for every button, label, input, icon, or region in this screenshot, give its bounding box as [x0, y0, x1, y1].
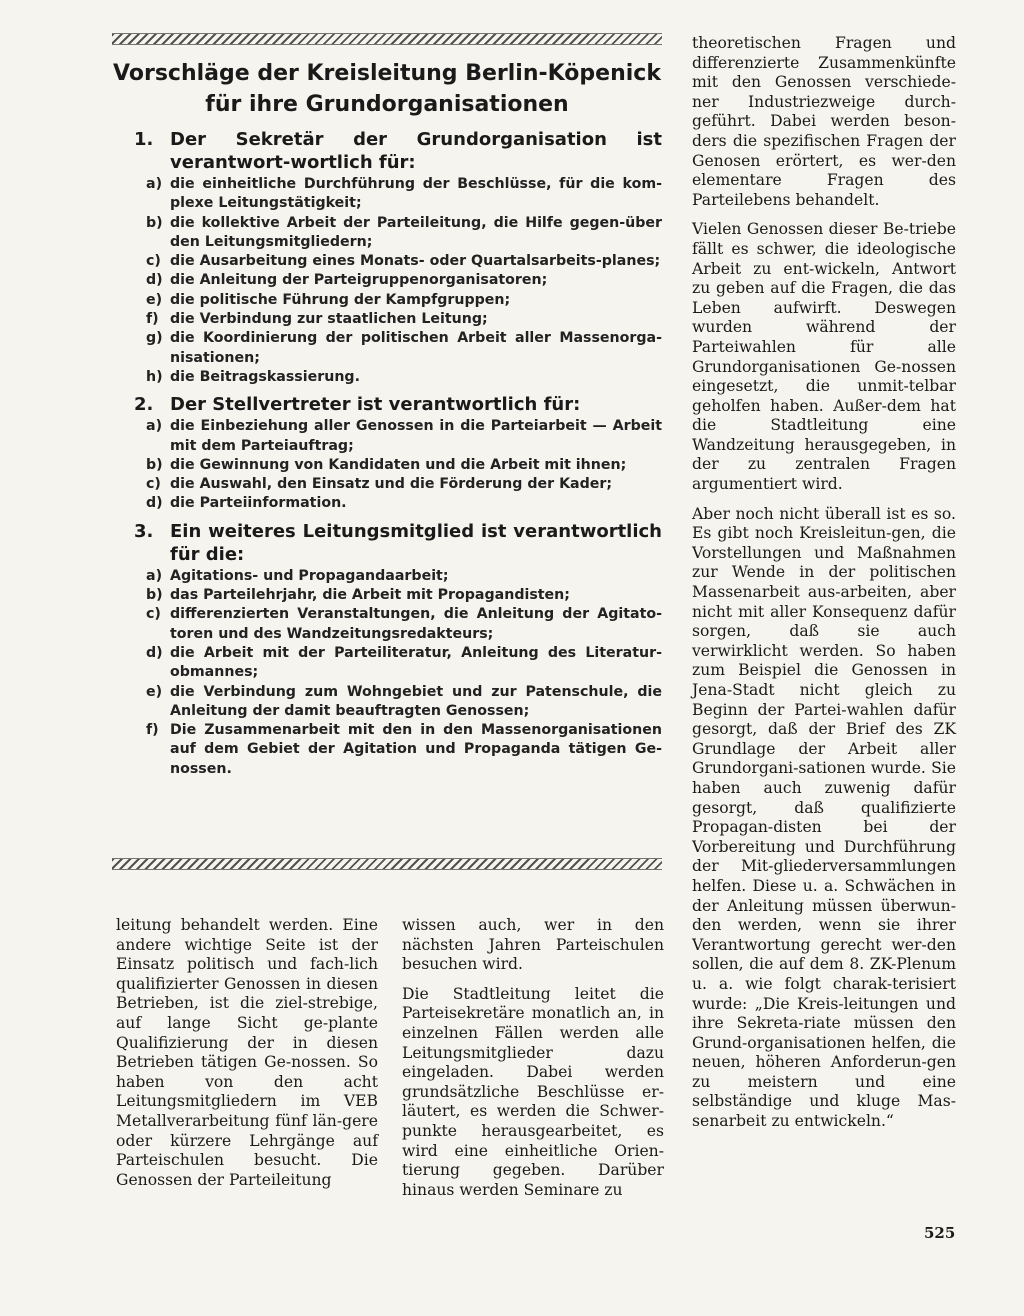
left-column: [116, 916, 378, 1200]
list-item: c) differenzierten Veranstaltungen, die Anleitung der Agitato-toren und des Wandzeitungsredakteurs;: [146, 606, 662, 642]
list-item: b) das Parteilehrjahr, die Arbeit mit Propagandisten;: [146, 587, 570, 604]
section-heading: Der Stellvertreter ist verantwortlich für:: [170, 394, 581, 416]
proposals-box: [112, 58, 662, 779]
right-column: [692, 34, 956, 1142]
section-1: [112, 128, 662, 387]
list-item: h) die Beitragskassierung.: [146, 368, 360, 385]
top-ornament-rule: [112, 33, 662, 45]
list-item: d) die Anleitung der Parteigruppenorganisatoren;: [146, 272, 548, 289]
list-item: a) Agitations- und Propagandaarbeit;: [146, 567, 449, 584]
list-item: b) die Gewinnung von Kandidaten und die Arbeit mit ihnen;: [146, 456, 627, 473]
list-item: e) die Verbindung zum Wohngebiet und zur Patenschule, die Anleitung der damit beauftragten Genossen;: [146, 683, 662, 719]
list-item: a) die einheitliche Durchführung der Beschlüsse, für die kom-plexe Leitungstätigkeit;: [146, 176, 662, 212]
paragraph: leitung behandelt werden. Eine andere wichtige Seite ist der Einsatz politisch und fach-lich qualifizierter Genossen in diesen Betrieben, ist die ziel-strebige, auf lange Sicht ge-plante Qualifizierung der in diesen Betrieben tätigen Ge-nossen. So haben von den acht Leitungsmitgliedern im VEB Metallverarbeitung fünf län-gere oder kürzere Lehrgänge auf Parteischulen besucht. Die Genossen der Parteileitung: [116, 916, 378, 1189]
list-item: g) die Koordinierung der politischen Arbeit aller Massenorga-nisationen;: [146, 330, 662, 366]
list-item: c) die Ausarbeitung eines Monats- oder Quartalsarbeits-planes;: [146, 253, 661, 270]
box-title: [112, 58, 662, 120]
section-number: 2.: [134, 394, 154, 416]
list-item: f) Die Zusammenarbeit mit den in den Massenorganisationen auf dem Gebiet der Agitation und Propaganda tätigen Ge-nossen.: [146, 722, 662, 777]
list-item: d) die Parteiinformation.: [146, 495, 347, 512]
item-list: [112, 175, 662, 387]
section-number: 3.: [134, 520, 154, 542]
paragraph: Die Stadtleitung leitet die Parteisekretäre monatlich an, in einzelnen Fällen werden alle Leitungsmitglieder dazu eingeladen. Dabei werden grundsätzliche Beschlüsse er-läutert, es werden die Schwer-punkte herausgearbeitet, es wird eine einheitliche Orien-tierung gegeben. Darüber hinaus werden Seminare zu: [402, 984, 664, 1199]
section-heading: Ein weiteres Leitungsmitglied ist verantwortlich für die:: [170, 520, 662, 565]
list-item: b) die kollektive Arbeit der Parteileitung, die Hilfe gegen-über den Leitungsmitgliedern;: [146, 214, 662, 250]
section-number: 1.: [134, 129, 154, 150]
section-3: [112, 520, 662, 779]
page-number: 525: [924, 1224, 956, 1242]
list-item: e) die politische Führung der Kampfgruppen;: [146, 291, 511, 308]
paragraph: theoretischen Fragen und differenzierte Zusammenkünfte mit den Genossen verschiede-ner Industriezweige durch-geführt. Dabei werden beson-ders die spezifischen Fragen der Genosen erörtert, es wer-den elementare Fragen des Parteilebens behandelt.: [692, 34, 956, 209]
list-item: c) die Auswahl, den Einsatz und die Förderung der Kader;: [146, 476, 613, 493]
paragraph: wissen auch, wer in den nächsten Jahren Parteischulen besuchen wird.: [402, 916, 664, 974]
list-item: f) die Verbindung zur staatlichen Leitung;: [146, 311, 488, 328]
paragraph: Vielen Genossen dieser Be-triebe fällt es schwer, die ideologische Arbeit zu ent-wickeln, Antwort zu geben auf die Fragen, die das Leben aufwirft. Deswegen wurden während der Parteiwahlen für alle Grundorganisationen Ge-nossen eingesetzt, die unmit-telbar geholfen haben. Außer-dem hat die Stadtleitung eine Wandzeitung herausgegeben, in der zu zentralen Fragen argumentiert wird.: [692, 220, 956, 494]
list-item: d) die Arbeit mit der Parteiliteratur, Anleitung des Literatur-obmannes;: [146, 644, 662, 681]
box-title-line1: Vorschläge der Kreisleitung Berlin-Köpenick: [113, 61, 661, 86]
section-heading: Der Sekretär der Grundorganisation ist verantwort-wortlich für:: [170, 129, 662, 173]
box-title-line2: für ihre Grundorganisationen: [205, 92, 569, 117]
item-list: [112, 567, 662, 779]
section-2: [112, 393, 662, 513]
paragraph: Aber noch nicht überall ist es so. Es gibt noch Kreisleitun-gen, die Vorstellungen und Maßnahmen zur Wende in der politischen Massenarbeit aus-arbeiten, aber nicht mit aller Konsequenz dafür sorgen, daß sie auch verwirklicht werden. So haben zum Beispiel die Genossen in Jena-Stadt nicht gleich zu Beginn der Partei-wahlen dafür gesorgt, daß der Brief des ZK Grundlage der Arbeit aller Grundorgani-sationen wurde. Sie haben auch zuwenig dafür gesorgt, daß qualifizierte Propagan-disten bei der Vorbereitung und Durchführung der Mit-gliederversammlungen helfen. Diese u. a. Schwächen in der Anleitung müssen überwun-den werden, wenn sie ihrer Verantwortung gerecht wer-den sollen, die auf dem 8. ZK-Plenum u. a. wie folgt charak-terisiert wurde: „Die Kreis-leitungen und ihre Sekreta-riate müssen den Grund-organisationen helfen, die neuen, höheren Anforderun-gen zu meistern und eine selbständige und kluge Mas-senarbeit zu entwickeln.“: [692, 504, 956, 1131]
bottom-ornament-rule: [112, 858, 662, 870]
middle-column: [402, 916, 664, 1210]
list-item: a) die Einbeziehung aller Genossen in die Parteiarbeit — Arbeit mit dem Parteiauftrag;: [146, 418, 662, 454]
item-list: [112, 417, 662, 513]
